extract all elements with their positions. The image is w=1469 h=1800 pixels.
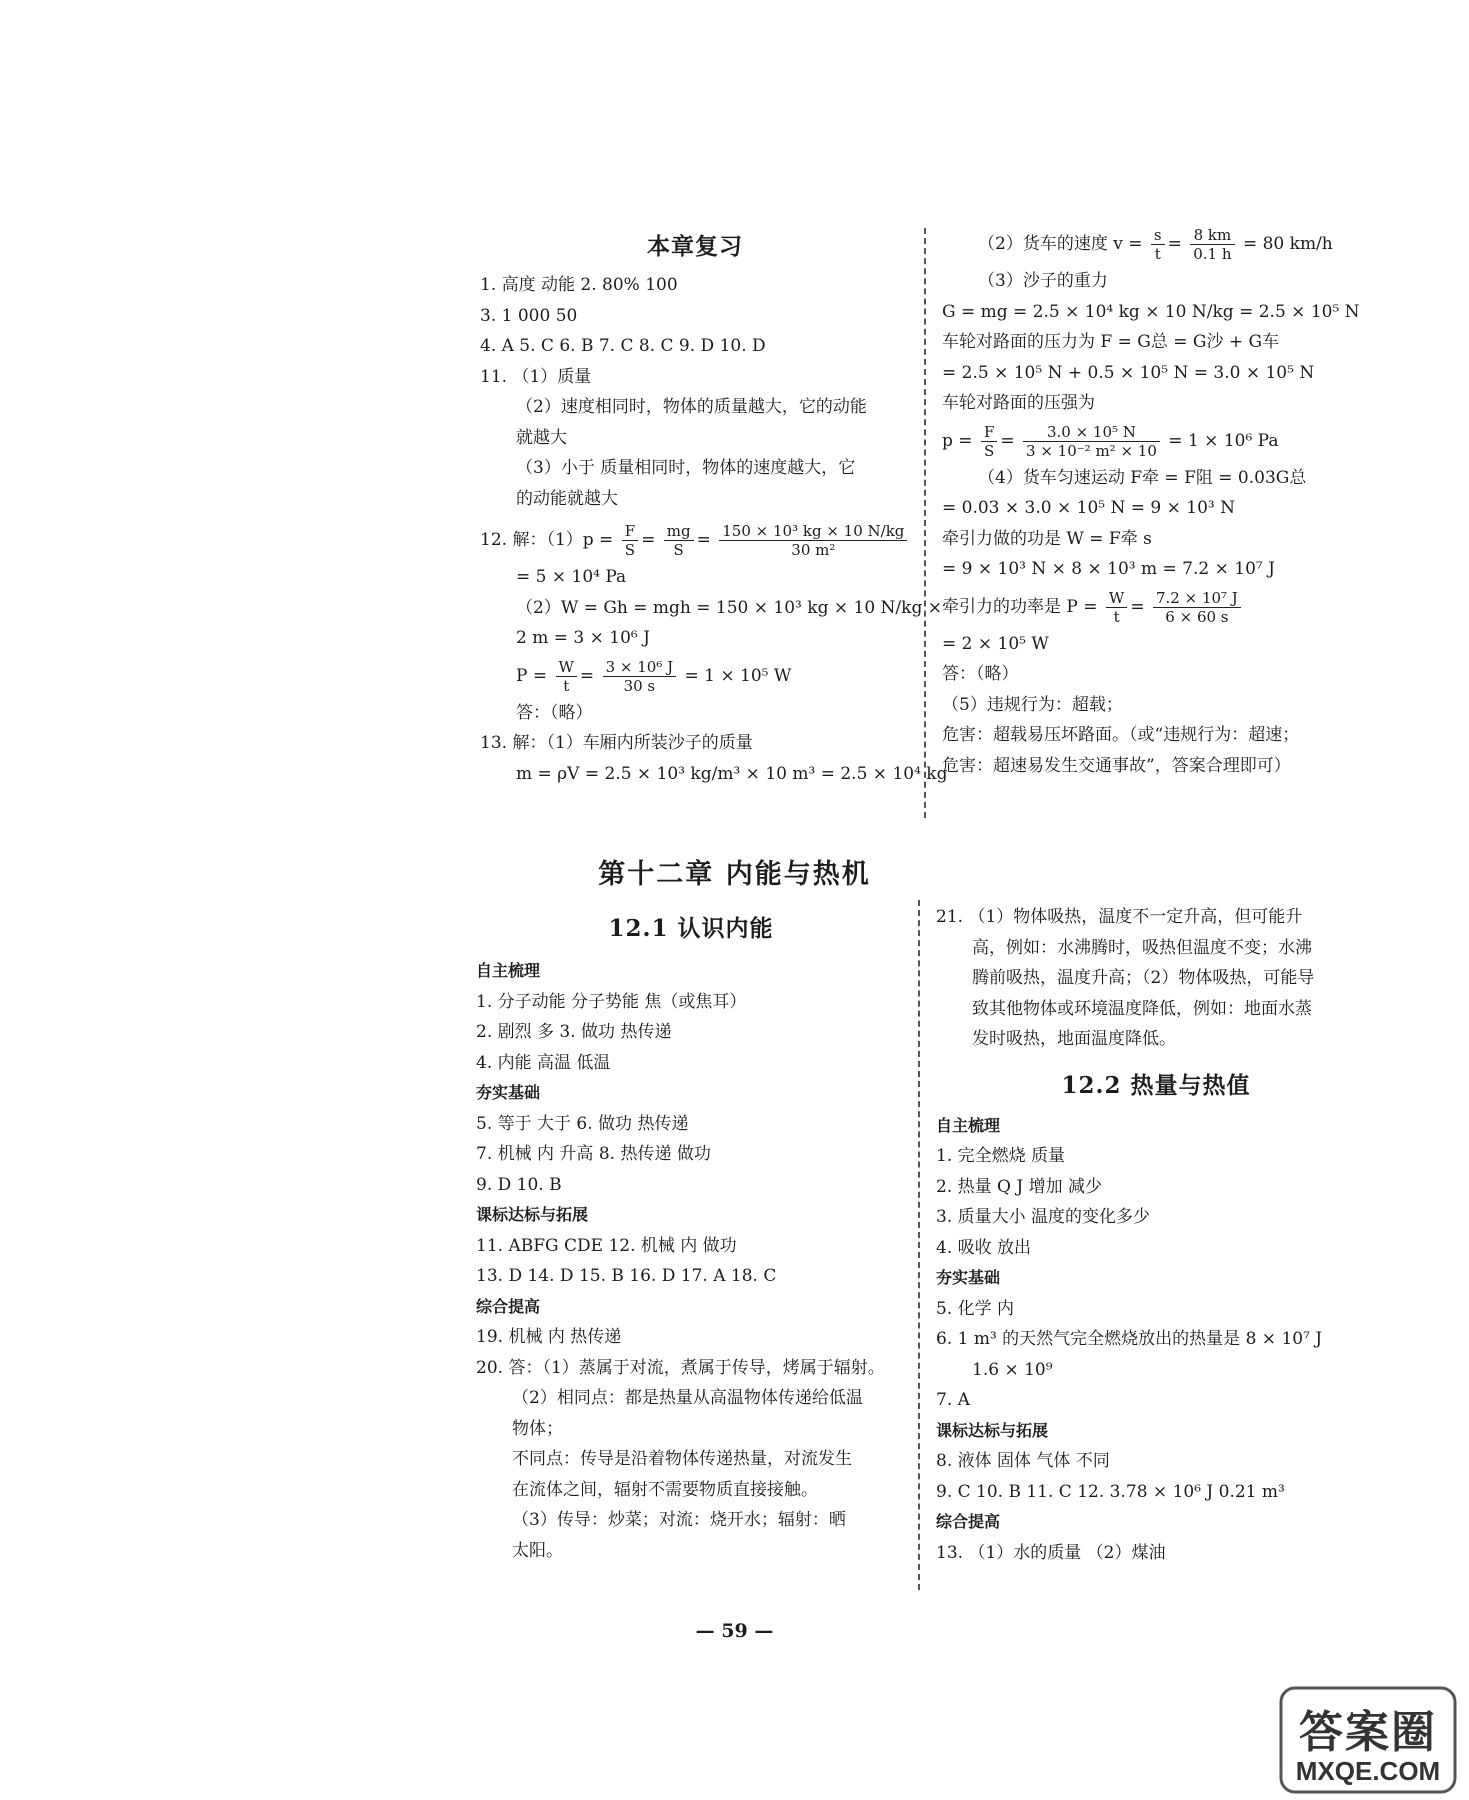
subheading: 自主梳理 (476, 961, 541, 980)
answer-line: （2）速度相同时，物体的质量越大，它的动能 (516, 397, 867, 417)
answer-line: 的动能就越大 (516, 488, 618, 509)
answer-line: 7. 机械 内 升高 8. 热传递 做功 (476, 1144, 711, 1164)
answer-line: （5）违规行为：超载； (942, 694, 1123, 715)
answer-line: 8. 液体 固体 气体 不同 (936, 1451, 1110, 1471)
answer-line: （3）传导：炒菜；对流：烧开水；辐射：晒 (512, 1510, 846, 1530)
watermark-top-text: 答案圈 (1299, 1708, 1437, 1757)
answer-line: 6. 1 m³ 的天然气完全燃烧放出的热量是 8 × 10⁷ J (936, 1329, 1323, 1349)
page-number: — 59 — (695, 1620, 774, 1642)
answer-line: = 0.03 × 3.0 × 10⁵ N = 9 × 10³ N (942, 498, 1236, 518)
answer-line: G = mg = 2.5 × 10⁴ kg × 10 N/kg = 2.5 × 10⁵ N (942, 301, 1360, 322)
formula-result: = 1 × 10⁶ Pa (1168, 430, 1279, 451)
chapter-title: 第十二章 内能与热机 (598, 859, 871, 890)
answer-line: 21. （1）物体吸热，温度不一定升高，但可能升 (936, 907, 1303, 927)
subheading: 综合提高 (936, 1512, 1001, 1531)
fraction: $\frac{F}{S}$ (622, 522, 638, 559)
column-divider (924, 228, 926, 818)
answer-line: 1. 高度 动能 2. 80% 100 (480, 275, 678, 295)
fraction: $\frac{\text{3 × 10⁶ J}}{30 s}$ (603, 658, 677, 695)
answer-line: 1. 完全燃烧 质量 (936, 1146, 1066, 1166)
fraction: $\frac{s}{t}$ (1151, 226, 1165, 263)
answer-line: = 2 × 10⁵ W (942, 633, 1049, 654)
watermark-logo (1279, 1686, 1457, 1794)
answer-line: 车轮对路面的压强为 (942, 393, 1095, 413)
review-left-column (480, 230, 948, 789)
subheading: 夯实基础 (936, 1268, 1001, 1287)
answer-line: 1. 分子动能 分子势能 焦（或焦耳） (476, 991, 747, 1012)
fraction: $\frac{8 km}{0.1 h}$ (1190, 226, 1234, 263)
review-title: 本章复习 (647, 233, 743, 260)
watermark-bottom-text: MXQE.COM (1295, 1756, 1441, 1786)
answer-line: 11. （1）质量 (480, 366, 592, 387)
answer-line: 3. 质量大小 温度的变化多少 (936, 1207, 1151, 1227)
q12-label: 12. 解：（1）p = (480, 530, 614, 550)
formula-result: = 80 km/h (1242, 234, 1333, 254)
fraction: $\frac{F}{S}$ (981, 423, 997, 460)
answer-line: 答：（略） (942, 664, 1019, 684)
formula-label: P = (516, 665, 548, 686)
fraction: $\frac{\text{150 × 10³ kg × 10 N/kg}}{\text{30 m²}}$ (719, 522, 907, 559)
answer-line: 牵引力做的功是 W = F牵 s (942, 528, 1152, 549)
answer-line: m = ρV = 2.5 × 10³ kg/m³ × 10 m³ = 2.5 × 10⁴ kg (516, 763, 948, 784)
answer-line: 车轮对路面的压力为 F = G总 = G沙 + G车 (942, 332, 1280, 352)
answer-line: （2）W = Gh = mgh = 150 × 10³ kg × 10 N/kg × (516, 597, 942, 618)
formula-line: P = $\frac{W}{t}$ = $\frac{\text{3 × 10⁶ J}}{30 s}$ = 1 × 10⁵ W (516, 657, 792, 695)
answer-line: 不同点：传导是沿着物体传递热量，对流发生 (512, 1449, 852, 1469)
formula-line: p = $\frac{F}{S}$ = $\frac{\text{3.0 × 10⁵ N}}{\text{3 × 10⁻² m² × 10}}$ = 1 × 10⁶ Pa (942, 422, 1279, 460)
answer-line: 9. D 10. B (476, 1174, 562, 1195)
answer-line: 1.6 × 10⁹ (972, 1359, 1053, 1380)
section-12-2-column (936, 902, 1376, 1568)
answer-line: 就越大 (516, 427, 567, 448)
section-title: 12.2 热量与热值 (1061, 1071, 1251, 1099)
fraction: $\frac{\text{7.2 × 10⁷ J}}{6 \times 60 s}$ (1153, 589, 1241, 626)
subheading: 课标达标与拓展 (476, 1205, 589, 1224)
subheading: 综合提高 (476, 1296, 541, 1316)
section-title: 12.1 认识内能 (608, 915, 774, 942)
formula-result: = 1 × 10⁵ W (684, 665, 792, 686)
answer-line: 11. ABFG CDE 12. 机械 内 做功 (476, 1235, 737, 1256)
formula-line: 牵引力的功率是 P = $\frac{W}{t}$ = $\frac{\text{7.2 × 10⁷ J}}{6 \times 60 s}$ (942, 585, 1382, 629)
formula-label: p = (942, 430, 973, 451)
answer-line: 危害：超速易发生交通事故”，答案合理即可） (942, 755, 1291, 776)
answer-line: （3）沙子的重力 (978, 271, 1108, 291)
answer-line: （2）相同点：都是热量从高温物体传递给低温 (512, 1388, 863, 1408)
answer-line: 13. D 14. D 15. B 16. D 17. A 18. C (476, 1266, 777, 1286)
fraction: $\frac{\text{3.0 × 10⁵ N}}{\text{3 × 10⁻² m² × 10}}$ (1023, 423, 1160, 460)
answer-line: 危害：超载易压坏路面。（或“违规行为：超速； (942, 725, 1300, 745)
answer-line: 4. A 5. C 6. B 7. C 8. C 9. D 10. D (480, 336, 766, 356)
answer-line: 5. 等于 大于 6. 做功 热传递 (476, 1113, 689, 1134)
answer-line: 2. 剧烈 多 3. 做功 热传递 (476, 1022, 672, 1042)
answer-line: 高，例如：水沸腾时，吸热但温度不变；水沸 (972, 937, 1312, 958)
fraction: $\frac{W}{t}$ (556, 658, 577, 695)
answer-line: 3. 1 000 50 (480, 305, 578, 326)
answer-line: 2. 热量 Q J 增加 减少 (936, 1176, 1102, 1197)
answer-line: 致其他物体或环境温度降低，例如：地面水蒸 (972, 998, 1312, 1019)
fraction: $\frac{mg}{S}$ (664, 522, 694, 559)
subheading: 自主梳理 (936, 1115, 1001, 1135)
answer-line: 7. A (936, 1390, 970, 1410)
answer-line: 19. 机械 内 热传递 (476, 1327, 622, 1347)
answer-line: = 9 × 10³ N × 8 × 10³ m = 7.2 × 10⁷ J (942, 559, 1275, 579)
formula-label: 牵引力的功率是 P = (942, 596, 1098, 617)
formula-line: （2）货车的速度 v = $\frac{s}{t}$ = $\frac{8 km}{0.1 h}$ = 80 km/h (978, 226, 1333, 263)
answer-line: 13. 解：（1）车厢内所装沙子的质量 (480, 733, 753, 753)
answer-line: = 5 × 10⁴ Pa (516, 567, 627, 587)
answer-line: 9. C 10. B 11. C 12. 3.78 × 10⁶ J 0.21 m³ (936, 1481, 1285, 1502)
formula-label: （2）货车的速度 v = (978, 234, 1143, 254)
answer-line: 4. 吸收 放出 (936, 1237, 1032, 1258)
answer-line: 13. （1）水的质量 （2）煤油 (936, 1542, 1166, 1563)
answer-line: 腾前吸热，温度升高；（2）物体吸热，可能导 (972, 968, 1315, 988)
answer-line: （3）小于 质量相同时，物体的速度越大，它 (516, 458, 856, 478)
formula-line: 12. 解：（1）p = $\frac{F}{S}$ = $\frac{mg}{S}$ = $\frac{\text{150 × 10³ kg × 10 N/kg}}{\text{30 m²}}$ (480, 518, 910, 562)
answer-line: 在流体之间，辐射不需要物质直接接触。 (512, 1479, 818, 1500)
column-divider (918, 900, 920, 1590)
subheading: 夯实基础 (476, 1083, 541, 1102)
answer-line: 太阳。 (512, 1540, 563, 1561)
answer-line: 5. 化学 内 (936, 1298, 1015, 1319)
section-12-1 (476, 912, 906, 1566)
answer-line: （4）货车匀速运动 F牵 = F阻 = 0.03G总 (978, 467, 1307, 488)
answer-line: 物体； (512, 1418, 563, 1439)
subheading: 课标达标与拓展 (936, 1420, 1049, 1440)
review-right-column (942, 222, 1382, 781)
answer-line: 答：（略） (516, 702, 593, 723)
fraction: $\frac{W}{t}$ (1106, 589, 1127, 626)
answer-line: 发时吸热，地面温度降低。 (972, 1029, 1176, 1049)
answer-line: 2 m = 3 × 10⁶ J (516, 628, 650, 648)
answer-line: = 2.5 × 10⁵ N + 0.5 × 10⁵ N = 3.0 × 10⁵ N (942, 362, 1315, 383)
answer-line: 4. 内能 高温 低温 (476, 1052, 611, 1073)
answer-line: 20. 答：（1）蒸属于对流，煮属于传导，烤属于辐射。 (476, 1357, 885, 1378)
